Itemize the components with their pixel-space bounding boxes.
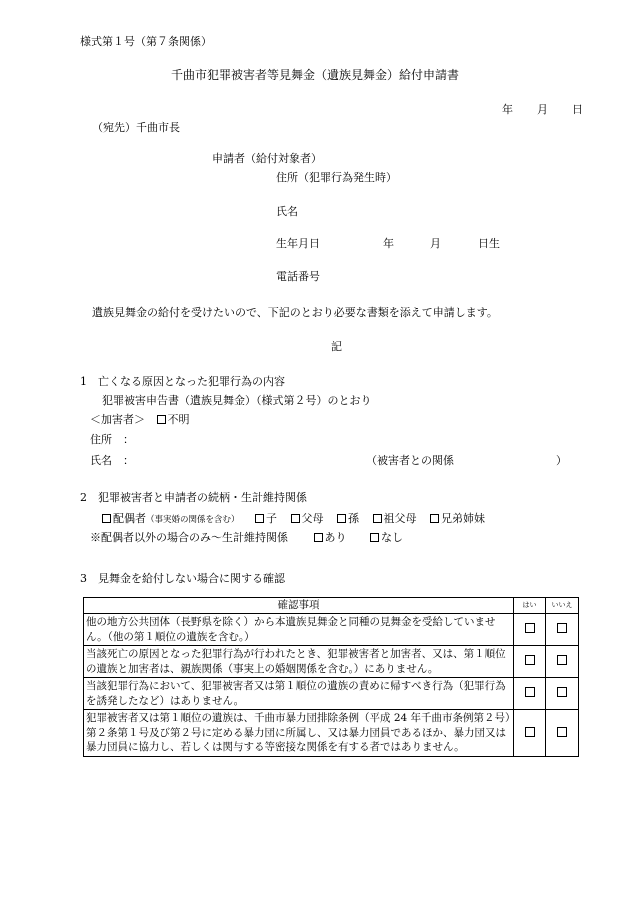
table-row	[84, 678, 579, 710]
col-no-header: いいえ	[546, 598, 579, 614]
applicant-birth-month: 月	[430, 237, 441, 250]
table-row	[84, 710, 579, 757]
support-no-option[interactable]: なし	[370, 531, 403, 544]
applicant-heading: 申請者（給付対象者）	[212, 152, 322, 165]
applicant-birth-label: 生年月日	[276, 237, 320, 250]
yes-checkbox[interactable]	[514, 678, 546, 710]
ki-mark: 記	[331, 340, 342, 353]
section1-heading: 1 亡くなる原因となった犯罪行為の内容	[80, 375, 285, 388]
support-yes-option[interactable]: あり	[314, 531, 347, 544]
table-row	[84, 646, 579, 678]
checkbox-icon	[314, 533, 323, 542]
applicant-address-label: 住所（犯罪行為発生時）	[276, 171, 397, 184]
yes-checkbox[interactable]	[514, 614, 546, 646]
sibling-option[interactable]: 兄弟姉妹	[430, 512, 485, 525]
checkbox-icon	[370, 533, 379, 542]
relationship-options	[102, 512, 485, 527]
parent-option[interactable]: 父母	[291, 512, 324, 525]
checkbox-icon	[337, 514, 346, 523]
col-item-header: 確認事項	[84, 598, 514, 614]
confirmation-item: 犯罪被害者又は第１順位の遺族は、千曲市暴力団排除条例（平成 24 年千曲市条例第２号）第２条第１号及び第２号に定める暴力団に所属し、又は暴力団員であるほか、暴力団又は暴力団員に協力し、若しくは関与する等密接な関係を有する者ではありません。	[84, 710, 514, 757]
no-checkbox[interactable]	[546, 678, 579, 710]
checkbox-icon	[525, 623, 535, 633]
checkbox-icon	[557, 727, 567, 737]
col-yes-header: はい	[514, 598, 546, 614]
date-day: 日	[572, 103, 583, 116]
applicant-birth-year: 年	[383, 237, 394, 250]
checkbox-icon	[291, 514, 300, 523]
checkbox-icon	[157, 415, 166, 424]
yes-checkbox[interactable]	[514, 646, 546, 678]
confirmation-item: 他の地方公共団体（長野県を除く）から本遺族見舞金と同種の見舞金を受給していません。（他の第１順位の遺族を含む。）	[84, 614, 514, 646]
intro-text: 遺族見舞金の給付を受けたいので、下記のとおり必要な書類を添えて申請します。	[92, 306, 498, 319]
spouse-option[interactable]: 配偶者（事実婚の関係を含む）	[102, 512, 240, 525]
perpetrator-label: ＜加害者＞	[90, 413, 145, 426]
confirmation-item: 当該死亡の原因となった犯罪行為が行われたとき、犯罪被害者と加害者、又は、第１順位の遺族と加害者は、親族関係（事実上の婚姻関係を含む。）にありません。	[84, 646, 514, 678]
table-header-row	[84, 598, 579, 614]
checkbox-icon	[557, 623, 567, 633]
applicant-phone-label: 電話番号	[276, 270, 320, 283]
support-note: ※配偶者以外の場合のみ～生計維持関係	[90, 531, 288, 544]
perpetrator-address-label: 住所 ：	[90, 433, 134, 446]
table-row	[84, 614, 579, 646]
page-title: 千曲市犯罪被害者等見舞金（遺族見舞金）給付申請書	[170, 68, 459, 82]
no-checkbox[interactable]	[546, 646, 579, 678]
no-checkbox[interactable]	[546, 710, 579, 757]
perpetrator-name-label: 氏名 ：	[90, 454, 134, 467]
support-row	[90, 531, 403, 545]
unknown-checkbox[interactable]	[157, 413, 190, 426]
relation-label: （被害者との関係	[366, 454, 454, 467]
section1-report-reference: 犯罪被害申告書（遺族見舞金）（様式第２号）のとおり	[102, 394, 372, 407]
no-checkbox[interactable]	[546, 614, 579, 646]
grandparent-option[interactable]: 祖父母	[373, 512, 417, 525]
grandchild-option[interactable]: 孫	[337, 512, 359, 525]
checkbox-icon	[102, 514, 111, 523]
checkbox-icon	[525, 727, 535, 737]
unknown-label: 不明	[167, 413, 190, 426]
relation-close: ）	[556, 454, 567, 467]
child-option[interactable]: 子	[255, 512, 277, 525]
form-number: 様式第１号（第７条関係）	[80, 35, 212, 48]
checkbox-icon	[525, 655, 535, 665]
checkbox-icon	[557, 687, 567, 697]
confirmation-table	[83, 597, 579, 757]
yes-checkbox[interactable]	[514, 710, 546, 757]
checkbox-icon	[557, 655, 567, 665]
checkbox-icon	[373, 514, 382, 523]
date-month: 月	[537, 103, 548, 116]
checkbox-icon	[255, 514, 264, 523]
section2-heading: 2 犯罪被害者と申請者の続柄・生計維持関係	[80, 491, 307, 504]
checkbox-icon	[525, 687, 535, 697]
spouse-note: （事実婚の関係を含む）	[146, 515, 240, 525]
date-year: 年	[502, 103, 513, 116]
addressee: （宛先）千曲市長	[92, 121, 180, 134]
perpetrator-row	[90, 413, 190, 427]
checkbox-icon	[430, 514, 439, 523]
section3-heading: 3 見舞金を給付しない場合に関する確認	[80, 572, 285, 585]
confirmation-item: 当該犯罪行為において、犯罪被害者又は第１順位の遺族の責めに帰すべき行為（犯罪行為を誘発したなど）はありません。	[84, 678, 514, 710]
applicant-name-label: 氏名	[276, 205, 298, 218]
applicant-birth-day: 日生	[478, 237, 500, 250]
